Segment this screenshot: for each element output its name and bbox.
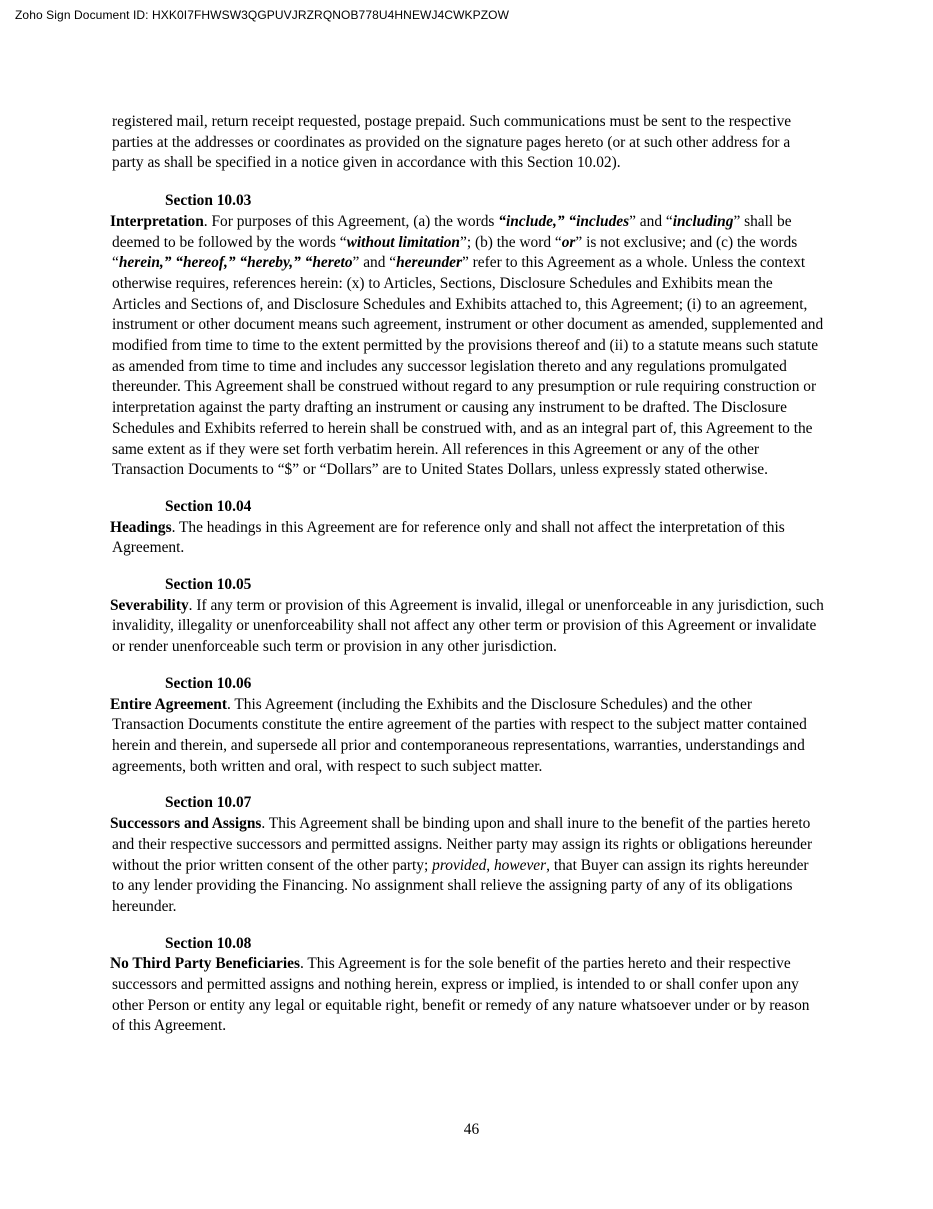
section-paragraph — [112, 814, 824, 918]
section-title: Interpretation — [110, 212, 204, 230]
document-id-header: Zoho Sign Document ID: HXK0I7FHWSW3QGPUVJRZRQNOB778U4HNEWJ4CWKPZOW — [15, 8, 510, 22]
defined-term: without limitation — [346, 233, 460, 251]
defined-term: hereunder — [396, 254, 462, 272]
section-paragraph — [112, 212, 824, 481]
document-body — [112, 112, 824, 1053]
section-heading: Section 10.03 — [165, 192, 252, 210]
section-10-08 — [112, 934, 824, 1038]
section-paragraph — [112, 518, 824, 559]
defined-term: herein,” “hereof,” “hereby,” “hereto — [118, 254, 353, 272]
text-run: ”; (b) the word “ — [459, 233, 562, 251]
section-body: . This Agreement is for the sole benefit of the parties hereto and their respective successors and permitted assigns and nothing herein, express or implied, is intended to or shall confer upon any other Person or entity any legal or equitable right, benefit or remedy of any nature whatsoever under or by reason of this Agreement. — [112, 955, 810, 1035]
section-10-05 — [112, 575, 824, 658]
section-paragraph — [112, 596, 824, 658]
section-title: Headings — [110, 518, 172, 536]
section-10-03 — [112, 191, 824, 481]
italic-term: provided — [432, 856, 487, 874]
section-heading: Section 10.06 — [165, 674, 252, 692]
section-body: . If any term or provision of this Agreement is invalid, illegal or unenforceable in any jurisdiction, such invalidity, illegality or unenforceability shall not affect any other term or provision of this Agreement or invalidate or render unenforceable such term or provision in any other jurisdiction. — [112, 596, 824, 656]
section-title: No Third Party Beneficiaries — [110, 955, 300, 973]
defined-term: or — [561, 233, 576, 251]
italic-term: however — [493, 856, 547, 874]
text-run: ” and “ — [352, 254, 397, 272]
text-run: ” shall be deemed to be followed by the words “ — [112, 212, 792, 251]
text-run: , that Buyer can assign its rights hereunder to any lender providing the Financing. No assignment shall relieve the assigning party of any of its obligations hereunder. — [112, 856, 809, 915]
section-10-06 — [112, 674, 824, 778]
section-paragraph — [112, 695, 824, 778]
section-heading: Section 10.07 — [165, 794, 252, 812]
text-run: . For purposes of this Agreement, (a) the words — [203, 212, 499, 230]
text-run: . This Agreement shall be binding upon and shall inure to the benefit of the parties hereto and their respective successors and permitted assigns. Neither party may assign its rights or obligations hereunder without the prior written consent of the other party; — [112, 815, 813, 874]
text-run: , — [486, 856, 494, 874]
section-paragraph — [112, 954, 824, 1037]
text-run: ” refer to this Agreement as a whole. Unless the context otherwise requires, references herein: (x) to Articles, Sections, Disclosure Schedules and Exhibits mean the Articles and Sections of, and Disclosure Schedules and Exhibits attached to, this Agreement; (i) to an agreement, instrument or other document means such agreement, instrument or other document as amended, supplemented and modified from time to time to the extent permitted by the provisions thereof and (ii) to a statute means such statute as amended from time to time and includes any successor legislation thereto and any regulations promulgated thereunder. This Agreement shall be construed without regard to any presumption or rule requiring construction or interpretation against the party drafting an instrument or causing any instrument to be drafted. The Disclosure Schedules and Exhibits referred to herein shall be construed with, and as an integral part of, this Agreement to the same extent as if they were set forth verbatim herein. All references in this Agreement or any of the other Transaction Documents to “$” or “Dollars” are to United States Dollars, unless expressly stated otherwise. — [112, 254, 824, 479]
section-10-07 — [112, 793, 824, 917]
defined-term: “include,” “includes — [498, 212, 630, 230]
section-heading: Section 10.04 — [165, 497, 252, 515]
page-number: 46 — [463, 1121, 480, 1138]
section-body: . This Agreement (including the Exhibits and the Disclosure Schedules) and the other Transaction Documents constitute the entire agreement of the parties with respect to the subject matter contained herein and therein, and supersede all prior and contemporaneous representations, warranties, understandings and agreements, both written and oral, with respect to such subject matter. — [112, 695, 807, 775]
defined-term: including — [672, 212, 734, 230]
section-title: Successors and Assigns — [110, 815, 262, 833]
section-10-04 — [112, 497, 824, 559]
section-heading: Section 10.08 — [165, 934, 252, 952]
section-title: Entire Agreement — [110, 695, 227, 713]
section-body: . The headings in this Agreement are for reference only and shall not affect the interpretation of this Agreement. — [112, 518, 785, 557]
text-run: ” is not exclusive; and (c) the words “ — [112, 233, 798, 272]
section-title: Severability — [110, 596, 189, 614]
intro-paragraph: registered mail, return receipt requested, postage prepaid. Such communications must be sent to the respective parties at the addresses or coordinates as provided on the signature pages hereto (or at such other address for a party as shall be specified in a notice given in accordance with this Section 10.02). — [112, 113, 792, 172]
section-heading: Section 10.05 — [165, 576, 252, 594]
text-run: ” and “ — [629, 212, 673, 230]
